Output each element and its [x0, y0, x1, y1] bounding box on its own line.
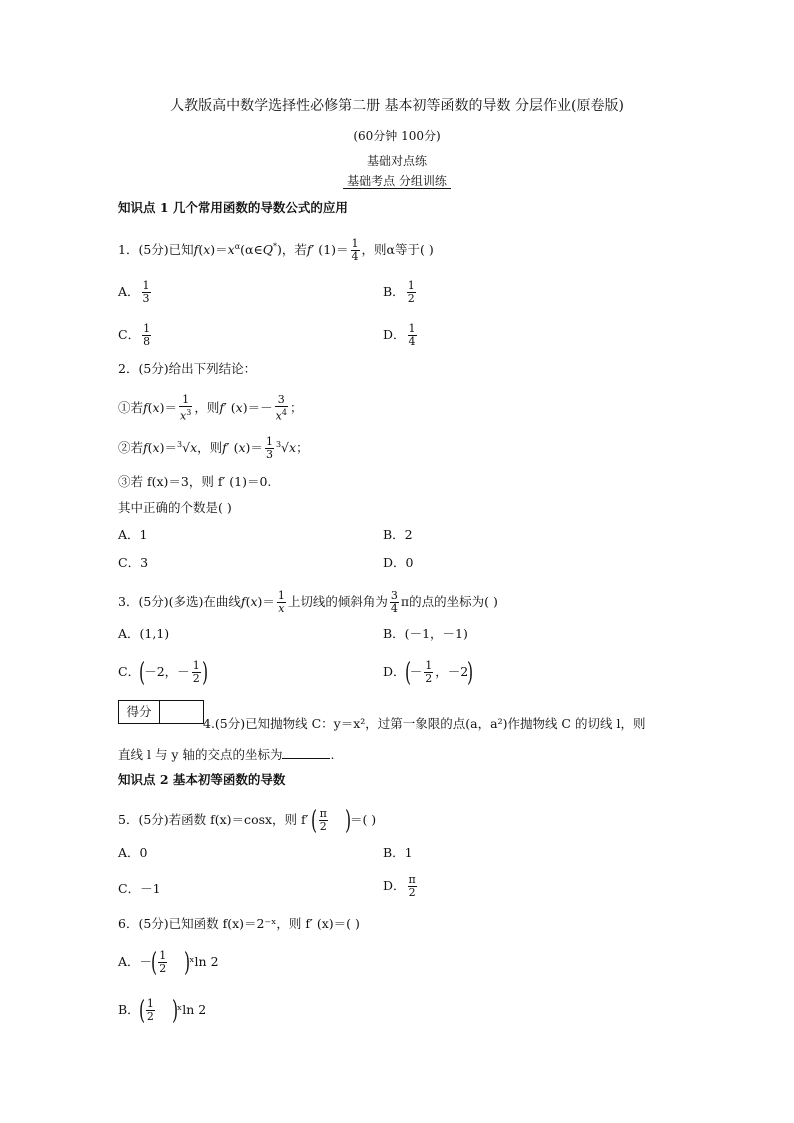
question-4-line2: 直线 l 与 y 轴的交点的坐标为 .: [118, 747, 335, 762]
section-title: 基础对点练: [366, 154, 427, 168]
q2-option-b[interactable]: B．2: [383, 527, 413, 542]
q3-option-a[interactable]: A．(1,1): [118, 626, 170, 641]
score-label: 得分: [119, 701, 160, 723]
question-6: 6．(5分)已知函数 f(x)＝2⁻ˣ，则 f′ (x)＝( ): [118, 916, 360, 931]
q2-statement-3: ③若 f(x)＝3，则 f′ (1)＝0.: [118, 474, 272, 489]
time-score: (60分钟 100分): [353, 129, 441, 143]
q2-option-a[interactable]: A．1: [118, 527, 148, 542]
question-4-line1: 4.(5分)已知抛物线 C：y＝x²，过第一象限的点(a，a²)作抛物线 C 的切线 l，则: [203, 716, 646, 731]
q2-statement-2: ②若f(x)＝$^3$√x，则f′ (x)＝ $\frac{1}{3}$ $^3$√x；: [118, 435, 309, 461]
q3-option-b[interactable]: B．(－1，－1): [383, 626, 468, 641]
q2-option-d[interactable]: D．0: [383, 555, 414, 570]
question-1: 1．(5分)已知$f(x)=x^\alpha(\alpha\in Q^*)$，若f′ (1)＝ $\frac{1}{4}$ ，则α等于( ): [118, 237, 434, 263]
score-box[interactable]: [118, 700, 204, 724]
question-3: 3．(5分)(多选)在曲线f(x)＝ $\frac{1}{x}$ 上切线的倾斜角为 $\frac{3}{4}$ π的点的坐标为( ): [118, 589, 498, 615]
page-title: 人教版高中数学选择性必修第二册 基本初等函数的导数 分层作业(原卷版): [170, 98, 624, 114]
q5-option-d[interactable]: D． $\frac{\pi}{2}$: [383, 873, 416, 899]
q1-option-c[interactable]: C． $\frac{1}{8}$: [118, 322, 151, 348]
q5-option-b[interactable]: B．1: [383, 845, 413, 860]
q3-option-d[interactable]: D．(－ $\frac{1}{2}$ ，－2): [383, 657, 474, 688]
question-2: 2．(5分)给出下列结论：: [118, 361, 257, 376]
q2-ask: 其中正确的个数是( ): [118, 500, 232, 515]
q1-post: ，则α等于( ): [361, 242, 434, 257]
q1-option-a[interactable]: A． $\frac{1}{3}$: [118, 279, 150, 305]
q2-option-c[interactable]: C．3: [118, 555, 149, 570]
q5-option-a[interactable]: A．0: [118, 845, 148, 860]
question-5: 5．(5分)若函数 f(x)＝cosx，则 f′ ( $\frac{\pi}{2}$ )＝( ): [118, 805, 377, 836]
knowledge-point-1: 知识点 1 几个常用函数的导数公式的应用: [118, 200, 348, 215]
q1-pre: 1．(5分)已知: [118, 242, 194, 257]
q1-fraction: $\frac{1}{4}$: [351, 237, 359, 263]
section-subtitle-text: 基础考点 分组训练: [343, 174, 451, 189]
q5-option-c[interactable]: C．－1: [118, 881, 161, 896]
q1-mid: ，若: [281, 242, 307, 257]
answer-blank[interactable]: [282, 746, 330, 759]
q3-option-c[interactable]: C．(－2，－ $\frac{1}{2}$ ): [118, 657, 208, 688]
q2-statement-1: ①若f(x)＝ $\frac{1}{x^3}$ ，则f′ (x)＝－ $\frac{3}{x^4}$ ；: [118, 393, 303, 423]
q6-option-a[interactable]: A．－( $\frac{1}{2}$ )ˣln 2: [118, 947, 219, 978]
knowledge-point-2: 知识点 2 基本初等函数的导数: [118, 772, 286, 787]
q1-option-b[interactable]: B． $\frac{1}{2}$: [383, 279, 415, 305]
section-subtitle: [0, 173, 794, 189]
q1-option-d[interactable]: D． $\frac{1}{4}$: [383, 322, 416, 348]
q6-option-b[interactable]: B．( $\frac{1}{2}$ )ˣln 2: [118, 995, 207, 1026]
